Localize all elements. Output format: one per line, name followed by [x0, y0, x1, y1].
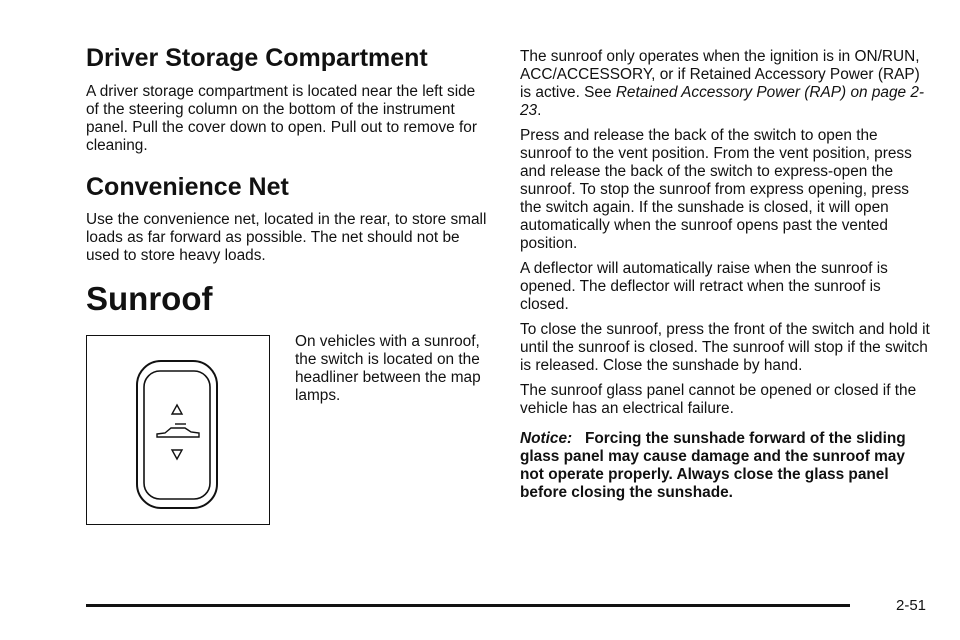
sunroof-ignition-text: The sunroof only operates when the ignition is in ON/RUN, ACC/ACCESSORY, or if Retained Accessory Power (RAP) is active. See: [520, 48, 920, 101]
driver-storage-text: A driver storage compartment is located near the left side of the steering column on the bottom of the instrument panel. Pull the cover down to open. Pull out to remove for cleaning.: [86, 83, 477, 154]
notice-paragraph: [520, 430, 930, 502]
sunroof-heading: Sunroof: [86, 280, 213, 317]
sunroof-close-paragraph: To close the sunroof, press the front of the switch and hold it until the sunroof is closed. The sunroof will stop if the switch is released. Close the sunshade by hand.: [520, 321, 930, 374]
notice-label: Notice:: [520, 430, 573, 447]
driver-storage-heading: Driver Storage Compartment: [86, 44, 428, 72]
sunroof-ignition-end: .: [537, 102, 542, 119]
electrical-failure-paragraph: The sunroof glass panel cannot be opened or closed if the vehicle has an electrical failure.: [520, 382, 917, 417]
sunroof-open-paragraph: Press and release the back of the switch to open the sunroof to the vent position. From the vent position, press and release the back of the switch to express-open the sunroof. To stop the sunroof from express opening, press the switch again. If the sunshade is closed, it will open automatically when the sunroof opens past the vented position.: [520, 127, 912, 252]
sunroof-switch-figure: [86, 335, 270, 525]
sunroof-switch-location-text: On vehicles with a sunroof, the switch is located on the headliner between the map lamps.: [295, 333, 481, 404]
deflector-paragraph: A deflector will automatically raise when the sunroof is opened. The deflector will retract when the sunroof is closed.: [520, 260, 888, 313]
sunroof-switch-icon: [87, 336, 271, 526]
footer-rule: [86, 604, 850, 607]
sunroof-ignition-paragraph: [520, 48, 930, 120]
convenience-net-text: Use the convenience net, located in the rear, to store small loads as far forward as possible. The net should not be used to store heavy loads.: [86, 211, 487, 264]
notice-text: Forcing the sunshade forward of the sliding glass panel may cause damage and the sunroof may not operate properly. Always close the glass panel before closing the sunshade.: [520, 430, 906, 501]
page-number: 2-51: [896, 597, 927, 614]
rap-cross-reference: Retained Accessory Power (RAP) on page 2-23: [520, 84, 925, 119]
convenience-net-heading: Convenience Net: [86, 173, 289, 201]
